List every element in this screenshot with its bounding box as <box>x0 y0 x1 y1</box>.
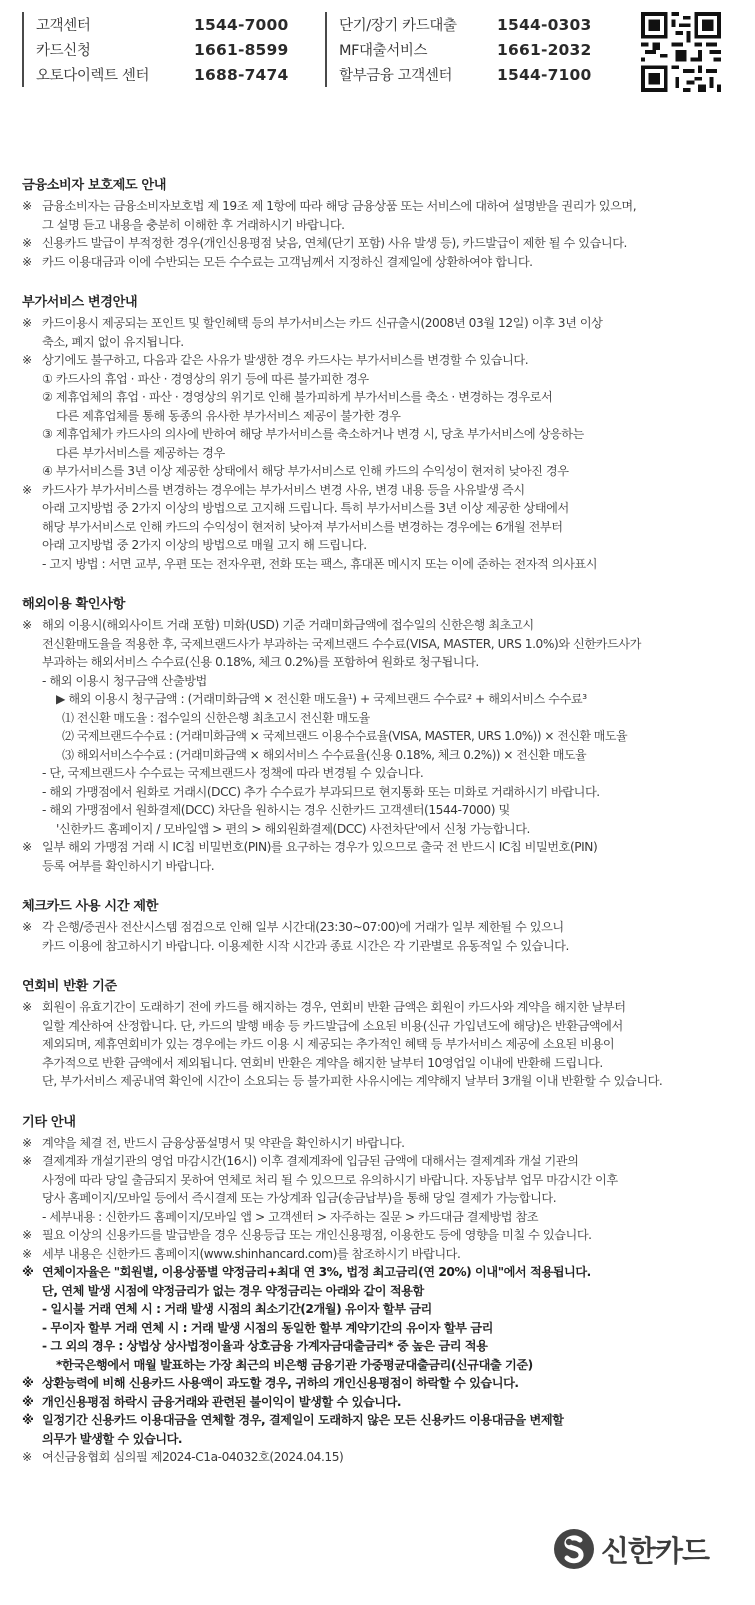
section-title: 연회비 반환 기준 <box>22 979 117 994</box>
text-line: ※ 카드 이용대금과 이에 수반되는 모든 수수료는 고객님께서 지정하신 결제일에 상환하여야 합니다. <box>42 254 533 269</box>
contact-row <box>36 62 322 87</box>
section-title: 해외이용 확인사항 <box>22 597 125 612</box>
section-check-card-time <box>22 897 722 955</box>
section-title: 부가서비스 변경안내 <box>22 295 138 310</box>
text-line: ※ 계약을 체결 전, 반드시 금융상품설명서 및 약관을 확인하시기 바랍니다. <box>42 1135 405 1150</box>
text-line: ※ 여신금융협회 심의필 제2024-C1a-04032호(2024.04.15) <box>42 1450 344 1464</box>
text-line: 전신환매도율을 적용한 후, 국제브랜드사가 부과하는 국제브랜드 수수료(VISA, MASTER, URS 1.0%)와 신한카드사가 <box>42 636 641 651</box>
notice-item <box>22 616 722 672</box>
notice-item <box>22 197 722 234</box>
section-overseas-use <box>22 595 722 875</box>
contact-number[interactable]: 1688-7474 <box>194 65 289 84</box>
text-line: ※ 일정기간 신용카드 이용대금을 연체할 경우, 결제일이 도래하지 않은 모든 신용카드 이용대금을 변제할 <box>42 1413 564 1427</box>
formula-detail: ⑵ 국제브랜드수수료 : (거래미화금액 × 국제브랜드 이용수수료율(VISA, MASTER, URS 1.0%)) × 전신환 매도율 <box>62 729 628 743</box>
rate-rule: - 일시불 거래 연체 시 : 거래 발생 시점의 최소기간(2개월) 유이자 할부 금리 <box>42 1302 432 1316</box>
notice-content <box>22 176 722 1483</box>
text-line: 단, 연체 발생 시점에 약정금리가 없는 경우 약정금리는 아래와 같이 적용함 <box>42 1283 424 1298</box>
notice-item <box>22 1152 722 1208</box>
contact-row <box>36 12 322 37</box>
contact-label: 고객센터 <box>36 18 91 34</box>
contact-label: 할부금융 고객센터 <box>339 68 453 84</box>
list-item: ③ 제휴업체가 카드사의 의사에 반하여 해당 부가서비스를 축소하거나 변경 시, 당초 부가서비스에 상응하는 <box>42 427 584 441</box>
section-annual-fee-refund <box>22 977 722 1091</box>
text-line: 아래 고지방법 중 2가지 이상의 방법으로 매월 고지 해 드립니다. <box>42 538 367 552</box>
contact-number[interactable]: 1661-8599 <box>194 40 289 59</box>
text-line: 해당 부가서비스로 인해 카드의 수익성이 현저히 낮아져 부가서비스를 변경하는 경우에는 6개월 전부터 <box>42 519 563 534</box>
contact-number[interactable]: 1544-7100 <box>497 65 592 84</box>
contact-column-left <box>22 12 322 87</box>
text-line: 사정에 따라 당일 출금되지 못하여 연체로 처리 될 수 있으므로 유의하시기 바랍니다. 자동납부 업무 마감시간 이후 <box>42 1172 618 1187</box>
contact-header <box>0 0 755 100</box>
text-line: ※ 해외 이용시(해외사이트 거래 포함) 미화(USD) 기준 거래미화금액에 접수일의 신한은행 최초고시 <box>42 618 534 632</box>
list-item: ④ 부가서비스를 3년 이상 제공한 상태에서 해당 부가서비스로 인해 카드의 수익성이 현저히 낮아진 경우 <box>42 464 569 478</box>
formula: ▶ 해외 이용시 청구금액 : (거래미화금액 × 전신환 매도율¹) + 국제브랜드 수수료² + 해외서비스 수수료³ <box>56 692 587 706</box>
detail-line: - 단, 국제브랜드사 수수료는 국제브랜드사 정책에 따라 변경될 수 있습니다. <box>42 766 424 780</box>
notice-method: - 고지 방법 : 서면 교부, 우편 또는 전자우편, 전화 또는 팩스, 휴대폰 메시지 또는 이에 준하는 전자적 의사표시 <box>42 556 598 571</box>
notice-item <box>22 918 722 955</box>
notice-item <box>22 998 722 1091</box>
section-title: 기타 안내 <box>22 1114 76 1130</box>
notice-item <box>22 481 722 555</box>
text-line: 카드 이용에 참고하시기 바랍니다. 이용제한 시작 시간과 종료 시간은 각 기관별로 유동적일 수 있습니다. <box>42 938 569 953</box>
text-line: 부과하는 해외서비스 수수료(신용 0.18%, 체크 0.2%)를 포함하여 원화로 청구됩니다. <box>42 655 479 669</box>
text-line: ※ 개인신용평점 하락시 금융거래와 관련된 불이익이 발생할 수 있습니다. <box>42 1394 402 1409</box>
text-line: ※ 세부 내용은 신한카드 홈페이지(www.shinhancard.com)를 참조하시기 바랍니다. <box>42 1246 461 1261</box>
contact-number[interactable]: 1544-7000 <box>194 15 289 34</box>
text-line: 축소, 폐지 없이 유지됩니다. <box>42 334 184 349</box>
contact-label: 단기/장기 카드대출 <box>339 18 457 34</box>
detail-line: - 세부내용 : 신한카드 홈페이지/모바일 앱 > 고객센터 > 자주하는 질문 > 카드대금 결제방법 참조 <box>42 1209 539 1224</box>
text-line: 추가적으로 반환 금액에서 제외됩니다. 연회비 반환은 계약을 해지한 날부터 10영업일 이내에 반환해 드립니다. <box>42 1055 603 1070</box>
text-line: ※ 금융소비자는 금융소비자보호법 제 19조 제 1항에 따라 해당 금융상품 또는 서비스에 대하여 설명받을 권리가 있으며, <box>42 199 637 213</box>
contact-number[interactable]: 1661-2032 <box>497 40 592 59</box>
section-other-info <box>22 1113 722 1467</box>
section-title: 체크카드 사용 시간 제한 <box>22 899 158 914</box>
text-line: ※ 각 은행/증권사 전산시스템 점검으로 인해 일부 시간대(23:30~07:00)에 거래가 일부 제한될 수 있으니 <box>42 920 564 934</box>
text-line: ※ 상기에도 불구하고, 다음과 같은 사유가 발생한 경우 카드사는 부가서비스를 변경할 수 있습니다. <box>42 353 529 367</box>
text-line: ※ 연체이자율은 "회원별, 이용상품별 약정금리+최대 연 3%, 법정 최고금리(연 20%) 이내"에서 적용됩니다. <box>42 1265 591 1279</box>
list-item: ② 제휴업체의 휴업 · 파산 · 경영상의 위기로 인해 불가피하게 부가서비스를 축소 · 변경하는 경우로서 <box>42 390 553 404</box>
detail-line: - 해외 가맹점에서 원화로 거래시(DCC) 추가 수수료가 부과되므로 현지통화 또는 미화로 거래하시기 바랍니다. <box>42 784 600 799</box>
rate-rule: - 무이자 할부 거래 연체 시 : 거래 발생 시점의 동일한 할부 계약기간의 유이자 할부 금리 <box>42 1320 493 1335</box>
review-number <box>22 1448 722 1467</box>
text-line: ※ 회원이 유효기간이 도래하기 전에 카드를 해지하는 경우, 연회비 반환 금액은 회원이 카드사와 계약을 해지한 날부터 <box>42 1000 626 1014</box>
shinhan-card-logo[interactable] <box>553 1526 709 1572</box>
contact-row <box>339 37 615 62</box>
contact-number[interactable]: 1544-0303 <box>497 15 592 34</box>
contact-row <box>36 37 322 62</box>
contact-column-right <box>325 12 615 87</box>
notice-item-bold <box>22 1393 722 1412</box>
notice-item <box>22 314 722 351</box>
detail-line-continued: '신한카드 홈페이지 / 모바일앱 > 편의 > 해외원화결제(DCC) 사전차단'에서 신청 가능합니다. <box>56 821 530 836</box>
notice-item <box>22 234 722 253</box>
text-line: ※ 일부 해외 가맹점 거래 시 IC칩 비밀번호(PIN)를 요구하는 경우가 있으므로 출국 전 반드시 IC칩 비밀번호(PIN) <box>42 840 598 854</box>
notice-item <box>22 1245 722 1264</box>
contact-row <box>339 12 615 37</box>
notice-item <box>22 1134 722 1153</box>
text-line: ※ 결제계좌 개설기관의 영업 마감시간(16시) 이후 결제계좌에 입금된 금액에 대해서는 결제계좌 개설 기관의 <box>42 1154 579 1168</box>
contact-label: 카드신청 <box>36 43 91 59</box>
notice-item <box>22 351 722 370</box>
rate-footnote: *한국은행에서 매월 발표하는 가장 최근의 비은행 금융기관 가중평균대출금리(신규대출 기준) <box>56 1357 533 1372</box>
section-consumer-protection <box>22 176 722 271</box>
qr-code-icon[interactable] <box>641 12 721 92</box>
text-line: 일할 계산하여 산정합니다. 단, 카드의 발행 배송 등 카드발급에 소요된 비용(신규 가입년도에 해당)은 반환금액에서 <box>42 1018 623 1033</box>
notice-item-bold <box>22 1374 722 1393</box>
section-title: 금융소비자 보호제도 안내 <box>22 178 167 193</box>
text-line: 아래 고지방법 중 2가지 이상의 방법으로 고지해 드립니다. 특히 부가서비스를 3년 이상 제공한 상태에서 <box>42 501 569 515</box>
contact-label: MF대출서비스 <box>339 43 428 59</box>
text-line: 그 설명 듣고 내용을 충분히 이해한 후 거래하시기 바랍니다. <box>42 217 345 232</box>
notice-item <box>22 1226 722 1245</box>
list-item-continued: 다른 부가서비스를 제공하는 경우 <box>56 445 225 460</box>
logo-text: 신한카드 <box>601 1533 710 1568</box>
method-title: - 해외 이용시 청구금액 산출방법 <box>42 673 207 688</box>
text-line: 단, 부가서비스 제공내역 확인에 시간이 소요되는 등 불가피한 사유시에는 계약해지 날부터 3개월 이내 반환할 수 있습니다. <box>42 1074 663 1088</box>
notice-item-bold <box>22 1411 722 1448</box>
notice-item <box>22 253 722 272</box>
text-line: 당사 홈페이지/모바일 등에서 즉시결제 또는 가상계좌 입금(송금납부)을 통해 당일 결제가 가능합니다. <box>42 1191 557 1205</box>
text-line: ※ 카드사가 부가서비스를 변경하는 경우에는 부가서비스 변경 사유, 변경 내용 등을 사유발생 즉시 <box>42 482 525 497</box>
formula-detail: ⑴ 전신환 매도율 : 접수일의 신한은행 최초고시 전신환 매도율 <box>62 710 370 725</box>
notice-item <box>22 838 722 875</box>
list-item: ① 카드사의 휴업 · 파산 · 경영상의 위기 등에 따른 불가피한 경우 <box>42 371 369 386</box>
shinhan-logo-icon <box>553 1528 595 1570</box>
list-item-continued: 다른 제휴업체를 통해 동종의 유사한 부가서비스 제공이 불가한 경우 <box>56 408 401 423</box>
text-line: ※ 카드이용시 제공되는 포인트 및 할인혜택 등의 부가서비스는 카드 신규출시(2008년 03월 12일) 이후 3년 이상 <box>42 316 603 330</box>
detail-line: - 해외 가맹점에서 원화결제(DCC) 차단을 원하시는 경우 신한카드 고객센터(1544-7000) 및 <box>42 803 510 817</box>
text-line: ※ 신용카드 발급이 부적정한 경우(개인신용평점 낮음, 연체(단기 포함) 사유 발생 등), 카드발급이 제한 될 수 있습니다. <box>42 236 627 250</box>
text-line: ※ 상환능력에 비해 신용카드 사용액이 과도할 경우, 귀하의 개인신용평점이 하락할 수 있습니다. <box>42 1376 519 1390</box>
text-line: ※ 필요 이상의 신용카드를 발급받을 경우 신용등급 또는 개인신용평점, 이용한도 등에 영향을 미칠 수 있습니다. <box>42 1228 592 1242</box>
text-line: 등록 여부를 확인하시기 바랍니다. <box>42 858 215 873</box>
formula-detail: ⑶ 해외서비스수수료 : (거래미화금액 × 해외서비스 수수료율(신용 0.18%, 체크 0.2%)) × 전신환 매도율 <box>62 747 587 762</box>
rate-rule: - 그 외의 경우 : 상법상 상사법정이율과 상호금융 가계자금대출금리* 중 높은 금리 적용 <box>42 1339 488 1353</box>
text-line: 의무가 발생할 수 있습니다. <box>42 1431 183 1446</box>
section-service-change <box>22 293 722 573</box>
contact-label: 오토다이렉트 센터 <box>36 68 150 84</box>
contact-row <box>339 62 615 87</box>
text-line: 제외되며, 제휴연회비가 있는 경우에는 카드 이용 시 제공되는 추가적인 혜택 등 부가서비스 제공에 소요된 비용이 <box>42 1037 615 1051</box>
notice-item-bold <box>22 1263 722 1300</box>
